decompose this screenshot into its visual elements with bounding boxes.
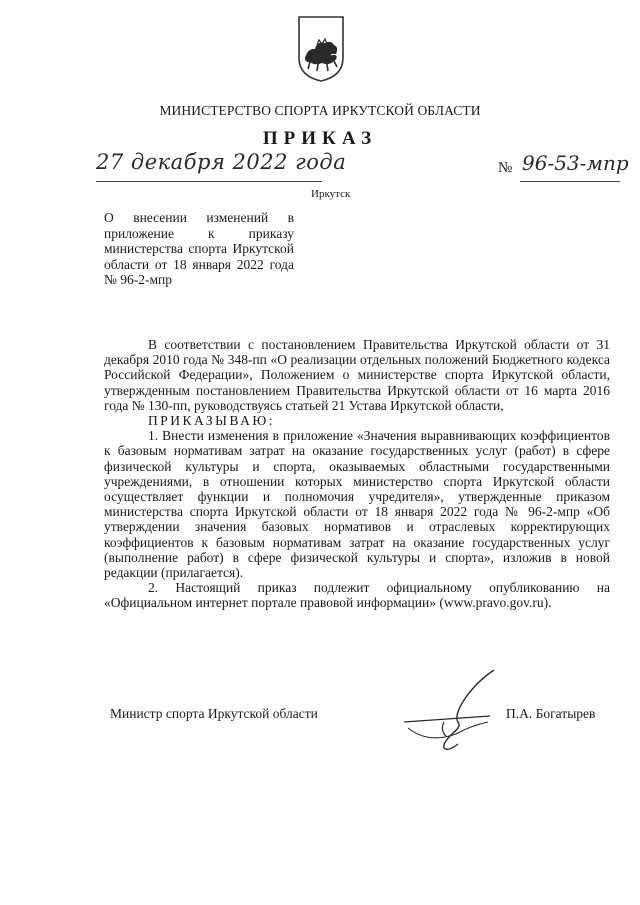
number-handwritten: 96-53-мпр	[522, 151, 629, 175]
order-item-2: 2. Настоящий приказ подлежит официальному опубликованию на «Официальном интернет портале правовой информации» (www.pravo.gov.ru).	[104, 580, 610, 611]
number-sign: №	[498, 160, 513, 176]
signatory-position: Министр спорта Иркутской области	[110, 706, 318, 721]
signatory-name: П.А. Богатырев	[506, 706, 596, 721]
ministry-name: МИНИСТЕРСТВО СПОРТА ИРКУТСКОЙ ОБЛАСТИ	[159, 103, 481, 118]
coat-of-arms-graphic	[296, 14, 346, 84]
preamble-paragraph: В соответствии с постановлением Правительства Иркутской области от 31 декабря 2010 года № 348-пп «О реализации отдельных положений Бюджетного кодекса Российской Федерации», Положением о министерстве спорта Иркутской области, утвержденным постановлением Правительства Иркутской области от 16 марта 2016 года № 130-пп, руководствуясь статьей 21 Устава Иркутской области,	[104, 337, 610, 413]
order-keyword: ПРИКАЗЫВАЮ:	[148, 413, 275, 429]
number-underline	[520, 181, 620, 182]
signature-graphic	[398, 664, 510, 756]
order-body	[104, 337, 610, 611]
coat-of-arms-icon	[296, 14, 346, 84]
order-item-1: 1. Внести изменения в приложение «Значения выравнивающих коэффициентов к базовым нормативам затрат на оказание государственных услуг (работ) в сфере физической культуры и спорта, оказываемых областными государственными учреждениями, в отношении которых министерство спорта Иркутской области осуществляет функции и полномочия учредителя», утвержденные приказом министерства спорта Иркутской области от 18 января 2022 года № 96-2-мпр «Об утверждении значения базовых нормативов и отраслевых корректирующих коэффициентов к базовым нормативам затрат на оказание государственных услуг (выполнение работ) в сфере физической культуры и спорта», изложив в новой редакции (прилагается).	[104, 428, 610, 581]
order-subject: О внесении изменений в приложение к приказу министерства спорта Иркутской области от 18 января 2022 года № 96-2-мпр	[104, 210, 294, 288]
date-underline	[96, 181, 322, 182]
handwritten-signature-icon	[398, 664, 510, 756]
date-handwritten: 27 декабря 2022 года	[96, 150, 347, 174]
city-name: Иркутск	[311, 188, 351, 200]
document-type-title: ПРИКАЗ	[262, 128, 378, 149]
